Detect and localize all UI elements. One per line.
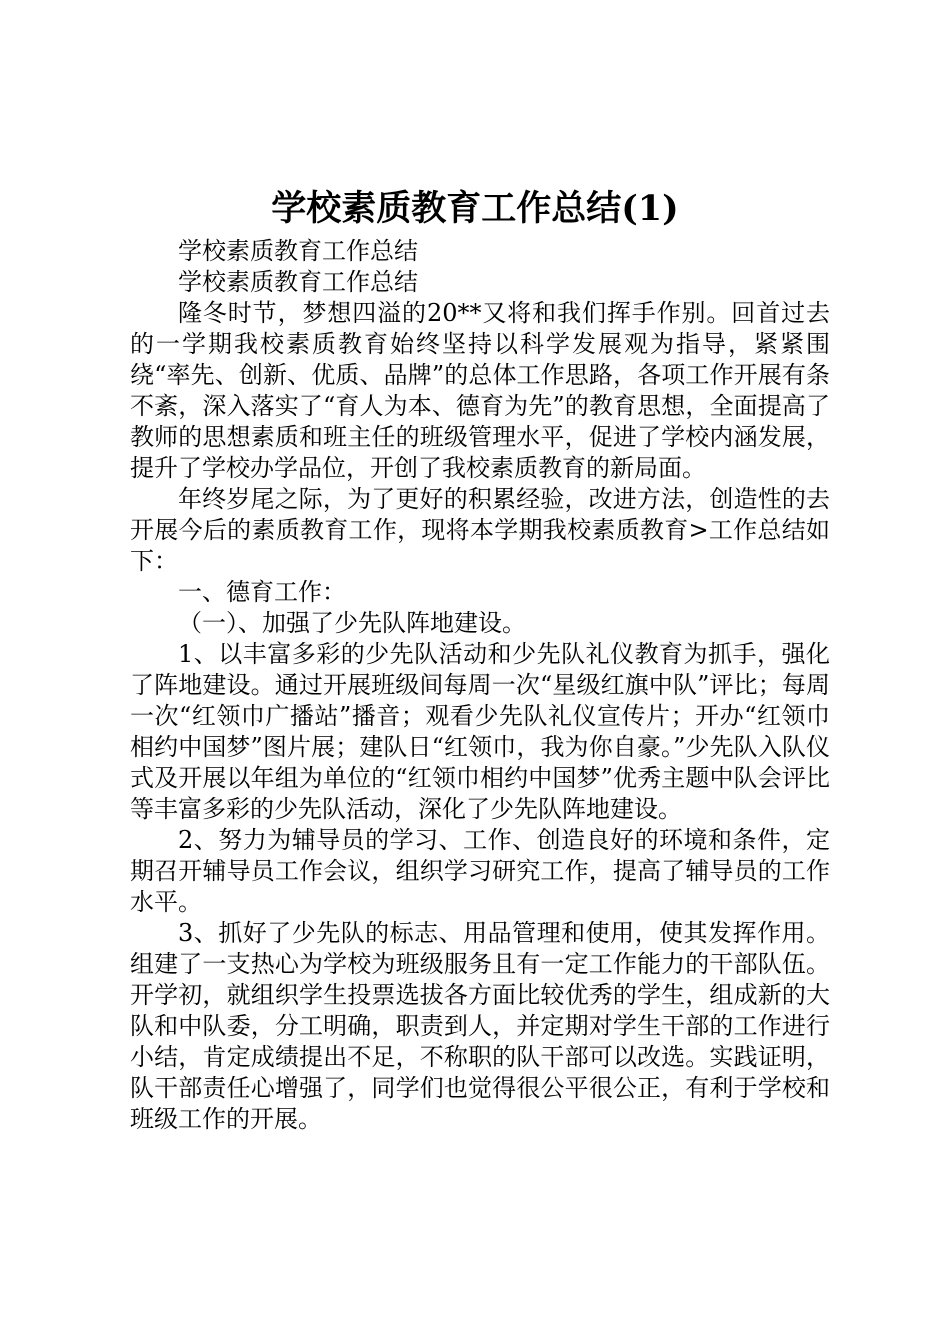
- document-body: [130, 236, 830, 1135]
- summary-paragraph: 年终岁尾之际，为了更好的积累经验，改进方法，创造性的去开展今后的素质教育工作，现将本学期我校素质教育>工作总结如下：: [130, 485, 830, 575]
- item-paragraph: 3、抓好了少先队的标志、用品管理和使用，使其发挥作用。组建了一支热心为学校为班级服务且有一定工作能力的干部队伍。开学初，就组织学生投票选拔各方面比较优秀的学生，组成新的大队和中队委，分工明确，职责到人，并定期对学生干部的工作进行小结，肯定成绩提出不足，不称职的队干部可以改选。实践证明，队干部责任心增强了，同学们也觉得很公平很公正，有利于学校和班级工作的开展。: [130, 919, 830, 1133]
- item-paragraph: 2、努力为辅导员的学习、工作、创造良好的环境和条件，定期召开辅导员工作会议，组织学习研究工作，提高了辅导员的工作水平。: [130, 826, 830, 916]
- item-paragraph: 1、以丰富多彩的少先队活动和少先队礼仪教育为抓手，强化了阵地建设。通过开展班级间每周一次“星级红旗中队”评比；每周一次“红领巾广播站”播音；观看少先队礼仪宣传片；开办“红领巾相约中国梦”图片展；建队日“红领巾，我为你自豪。”少先队入队仪式及开展以年组为单位的“红领巾相约中国梦”优秀主题中队会评比等丰富多彩的少先队活动，深化了少先队阵地建设。: [130, 640, 830, 823]
- subsection-heading: （一）、加强了少先队阵地建设。: [178, 609, 526, 637]
- subtitle-line: 学校素质教育工作总结: [178, 268, 418, 296]
- subtitle-line: 学校素质教育工作总结: [178, 237, 418, 265]
- section-heading: 一、德育工作：: [178, 578, 346, 606]
- document-title: 学校素质教育工作总结(1): [271, 188, 679, 229]
- intro-paragraph: 隆冬时节，梦想四溢的20**又将和我们挥手作别。回首过去的一学期我校素质教育始终坚持以科学发展观为指导，紧紧围绕“率先、创新、优质、品牌”的总体工作思路，各项工作开展有条不紊，深入落实了“育人为本、德育为先”的教育思想，全面提高了教师的思想素质和班主任的班级管理水平，促进了学校内涵发展，提升了学校办学品位，开创了我校素质教育的新局面。: [130, 299, 830, 482]
